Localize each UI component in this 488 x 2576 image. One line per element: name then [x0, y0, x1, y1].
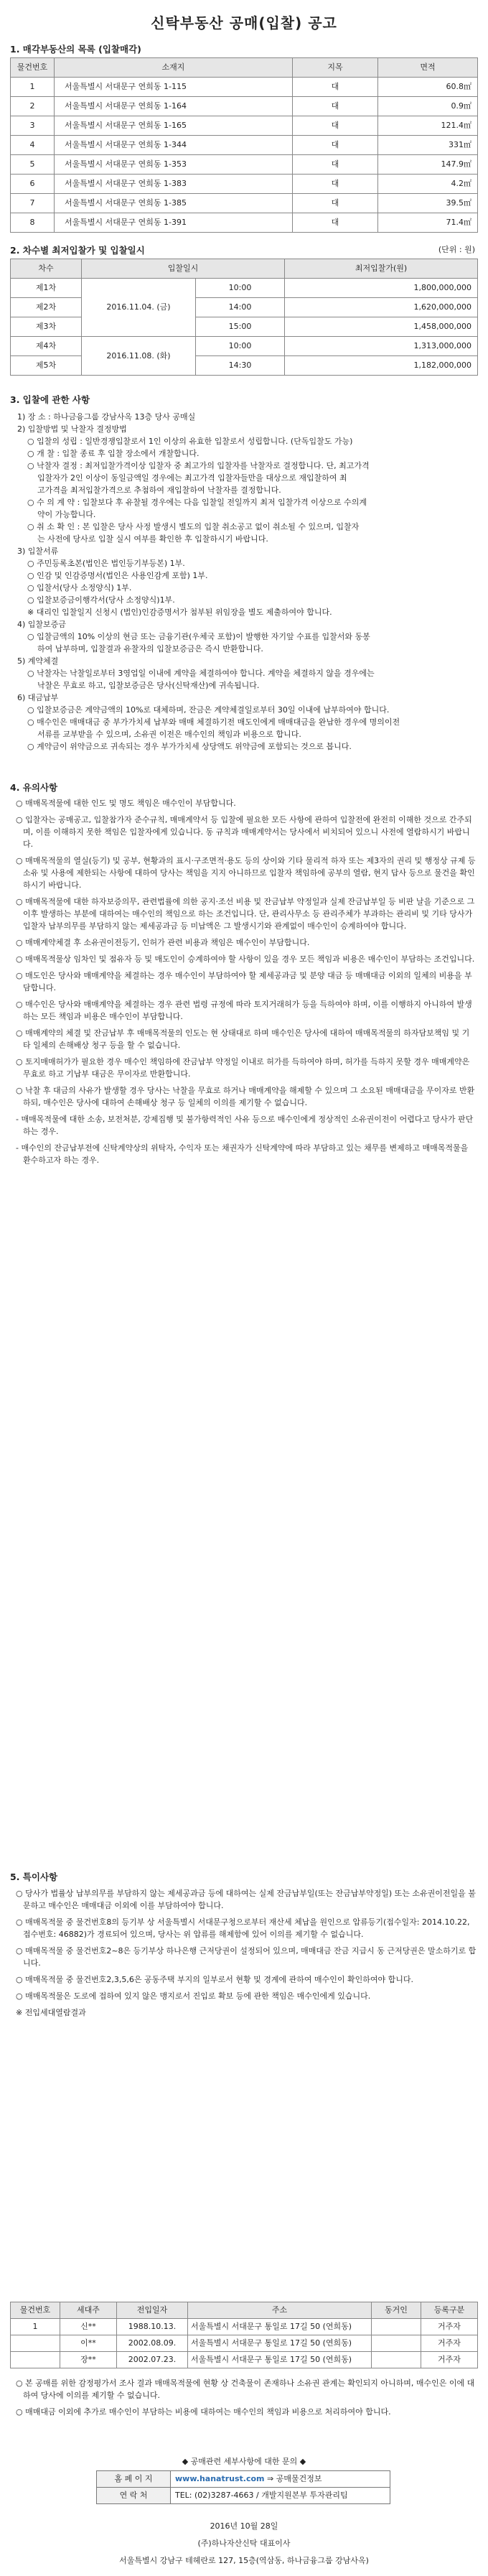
text-line: ○ 입찰의 성립 : 일반경쟁입찰로서 1인 이상의 유효한 입찰로서 성립합니다. (단독입찰도 가능): [27, 437, 353, 446]
table-cell: [372, 2319, 421, 2335]
section5-after: [10, 2377, 477, 2422]
table-cell: 1: [11, 2319, 60, 2335]
table-cell: 신**: [60, 2319, 117, 2335]
text-line: ○ 낙찰자는 낙찰일로부터 3영업일 이내에 계약을 체결하여야 합니다. 계약을 체결하지 않을 경우에는: [27, 669, 375, 678]
text-line: ○ 입찰금액의 10% 이상의 현금 또는 금융기관(우체국 포함)이 발행한 자기앞 수표를 입찰서와 동봉: [27, 632, 370, 641]
text-line: ○ 매매목적물에 대한 하자보증의무, 관련법률에 의한 공지·조선 비용 및 잔금납부 약정일과 실제 잔금납부일 등 비판 날을 기준으로 그 이후 발생하는 부분에 대하여는 매수인의 책임으로 하는 조건입니다. 단, 관리사무소 등 관리주체가 부과하는 관리비 및 기타 당사가 입찰자 납부의무를 부담하지 않는 제세공과금 등 미납액은 그 발생시기와 관계없이 매수인이 승계하여야 합니다.: [16, 897, 475, 931]
tenant-table: 물건번호 세대주 전입일자 주소 동거인 등록구분 1 신** 1988.10.13. 서울특별시 서대문구 통일로 17길 50 (연희동) 거주자 이** 2002.08.09. 서울특별시 서대문구 통일로 17길 50 (연희동) 거주자 장** 2002.07.23. 서울특별시 서대문구 통일로 17길 50 (연희동) 거주자: [10, 2302, 478, 2368]
text-line: 4) 입찰보증금: [17, 620, 66, 629]
table-cell: [11, 2352, 60, 2368]
table-cell: 2: [11, 97, 55, 116]
bid-date: 2016.11.04. (금): [82, 279, 196, 337]
table-row: 제5차 14:30 1,182,000,000: [11, 356, 478, 376]
text-line: ○ 매매목적물상 임차인 및 점유자 등 및 매도인이 승계하여야 할 사항이 있을 경우 모든 책임과 비용은 매수인이 부담하는 조건입니다.: [16, 954, 475, 964]
property-table: [10, 57, 478, 233]
table-cell: [372, 2335, 421, 2352]
table-cell: 대: [293, 155, 378, 175]
table-row: [11, 136, 478, 155]
table-cell: 대: [293, 78, 378, 97]
section3-heading: 3. 입찰에 관한 사항: [10, 394, 90, 405]
col-address: 소재지: [55, 58, 293, 78]
text-line: ○ 매매목적물에 대한 인도 및 명도 책임은 매수인이 부담합니다.: [16, 799, 236, 808]
text-line: ○ 낙찰자 결정 : 최저입찰가격이상 입찰자 중 최고가의 입찰자를 낙찰자로 결정합니다. 단, 최고가격: [27, 461, 370, 470]
table-row: 제4차 2016.11.08. (화) 10:00 1,313,000,000: [11, 337, 478, 356]
section2-heading: 2. 차수별 최저입찰가 및 입찰일시: [10, 245, 145, 256]
table-row: 제1차 2016.11.04. (금) 10:00 1,800,000,000: [11, 279, 478, 298]
text-line: ○ 당사가 법률상 납부의무를 부담하지 않는 제세공과금 등에 대하여는 실제 잔금납부일(또는 잔금납부약정일) 또는 소유권이전일을 불문하고 매수인은 매매대금 이외에 이를 부담하여야 합니다.: [16, 1889, 476, 1910]
table-cell: 4.2㎡: [378, 175, 478, 194]
table-row: 제3차 15:00 1,458,000,000: [11, 317, 478, 337]
table-row: [11, 2352, 478, 2368]
text-line: ○ 주민등록초본(법인은 법인등기부등본) 1부.: [27, 559, 185, 568]
text-line: ○ 개 찰 : 입찰 종료 후 입찰 장소에서 개찰합니다.: [27, 449, 200, 458]
text-line: 서류를 교부받을 수 있으며, 소유권 이전은 매수인의 책임과 비용으로 합니다.: [37, 730, 301, 739]
table-cell: 서울특별시 서대문구 연희동 1-385: [55, 194, 293, 213]
text-line: 낙찰은 무효로 하고, 입찰보증금은 당사(신탁재산)에 귀속됩니다.: [37, 681, 260, 690]
phone: TEL: (02)3287-4663 / 개발지원본부 투자관리팀: [171, 2488, 390, 2504]
text-line: ○ 매수인은 매매대금 중 부가가치세 납부와 매매 체결하기전 매도인에게 매매대금을 완납한 경우에 명의이전: [27, 717, 400, 727]
table-cell: 대: [293, 116, 378, 136]
table-cell: 서울특별시 서대문구 연희동 1-164: [55, 97, 293, 116]
table-cell: 331㎡: [378, 136, 478, 155]
table-row: [11, 97, 478, 116]
table-cell: 이**: [60, 2335, 117, 2352]
company-address: 서울특별시 강남구 테헤란로 127, 15층(역삼동, 하나금융그룹 강남사옥): [119, 2556, 369, 2565]
contact-table: 홈 페 이 지 www.hanatrust.com ⇒ 공매물건정보 연 락 처 TEL: (02)3287-4663 / 개발지원본부 투자관리팀: [96, 2470, 390, 2504]
text-line: 고가격을 최저입찰가격으로 추첨하여 재입찰하여 낙찰자를 결정합니다.: [37, 485, 281, 495]
col-area: 면적: [378, 58, 478, 78]
table-cell: 121.4㎡: [378, 116, 478, 136]
table-cell: 대: [293, 97, 378, 116]
text-line: 1) 장 소 : 하나금융그룹 강남사옥 13층 당사 공매실: [17, 412, 196, 422]
table-row: [11, 194, 478, 213]
col-min-price: 최저입찰가(원): [285, 259, 478, 279]
table-cell: 71.4㎡: [378, 213, 478, 233]
table-cell: 서울특별시 서대문구 통일로 17길 50 (연희동): [188, 2352, 372, 2368]
table-cell: 서울특별시 서대문구 연희동 1-391: [55, 213, 293, 233]
text-line: ○ 매수인은 당사와 매매계약을 체결하는 경우 관련 법령 규정에 따라 토지거래허가 등을 득하여야 하며, 이를 이행하지 아니하여 발생하는 모든 책임과 비용은 매수인이 부담합니다.: [16, 1000, 472, 1021]
table-cell: 7: [11, 194, 55, 213]
table-cell: 5: [11, 155, 55, 175]
table-cell: 서울특별시 서대문구 연희동 1-383: [55, 175, 293, 194]
table-cell: 대: [293, 136, 378, 155]
section4-body: [10, 797, 477, 1171]
table-cell: [372, 2352, 421, 2368]
table-cell: 서울특별시 서대문구 통일로 17길 50 (연희동): [188, 2319, 372, 2335]
text-line: ○ 매매목적물 중 물건번호2,3,5,6은 공동주택 부지의 일부로서 현황 및 경계에 관하여 매수인이 확인하여야 합니다.: [16, 1975, 413, 1984]
table-row: [11, 116, 478, 136]
text-line: ○ 매매목적물 중 물건번호2~8은 등기부상 하나은행 근저당권이 설정되어 있으며, 매매대금 잔금 지급시 동 근저당권은 말소하기로 합니다.: [16, 1946, 477, 1968]
section4-heading: 4. 유의사항: [10, 782, 58, 793]
section1-heading: 1. 매각부동산의 목록 (입찰매각): [10, 44, 141, 55]
section5-body: [10, 1887, 477, 2023]
table-cell: 2002.08.09.: [117, 2335, 188, 2352]
bid-date: 2016.11.08. (화): [82, 337, 196, 376]
table-cell: 대: [293, 194, 378, 213]
table-cell: 서울특별시 서대문구 연희동 1-115: [55, 78, 293, 97]
table-cell: 0.9㎡: [378, 97, 478, 116]
homepage-path: 공매물건정보: [276, 2474, 322, 2484]
text-line: ※ 전입세대열람결과: [16, 2008, 86, 2017]
table-cell: 8: [11, 213, 55, 233]
section3-body: [10, 411, 477, 753]
text-line: ○ 입찰자는 공매공고, 입찰참가자 준수규칙, 매매계약서 등 입찰에 필요한 모든 사항에 관하여 입찰전에 완전히 이해한 것으로 간주되며, 이를 이해하지 못한 책임은 입찰자에게 있습니다. 동 규칙과 매매계약서는 당사에서 비치되어 있으니 사전에 열람하시기 바랍니다.: [16, 815, 472, 849]
text-line: 약이 가능합니다.: [37, 510, 96, 519]
text-line: 3) 입찰서류: [17, 547, 59, 556]
table-row: [11, 213, 478, 233]
table-cell: 147.9㎡: [378, 155, 478, 175]
page-title: 신탁부동산 공매(입찰) 공고: [151, 14, 337, 32]
table-cell: 1988.10.13.: [117, 2319, 188, 2335]
text-line: 2) 입찰방법 및 낙찰자 결정방법: [17, 424, 127, 434]
table-cell: 서울특별시 서대문구 연희동 1-353: [55, 155, 293, 175]
table-cell: 39.5㎡: [378, 194, 478, 213]
company-name: (주)하나자산신탁 대표이사: [197, 2539, 291, 2548]
col-category: 지목: [293, 58, 378, 78]
text-line: ○ 매매계약체결 후 소유권이전등기, 인허가 관련 비용과 책임은 매수인이 부담합니다.: [16, 938, 310, 947]
table-cell: 대: [293, 213, 378, 233]
table-cell: 2002.07.23.: [117, 2352, 188, 2368]
notice-date: 2016년 10월 28일: [210, 2521, 278, 2531]
table-cell: 1: [11, 78, 55, 97]
table-row: [11, 78, 478, 97]
text-line: ○ 매매목적물은 도로에 접하여 있지 않은 맹지로서 진입로 확보 등에 관한 책임은 매수인에게 있습니다.: [16, 1991, 371, 2001]
text-line: ○ 매매목적물의 열실(등기) 및 공부, 현황과의 표시·구조면적·용도 등의 상이와 기타 물리적 하자 또는 제3자의 권리 및 행정상 규제 등 소유 및 사용에 제한되는 사항에 대하여 당사는 책임을 지지 아니하므로 입찰자 책임하에 공부의 열람, 현지 답사 등으로 물건을 확인하시기 바랍니다.: [16, 856, 476, 890]
homepage-link[interactable]: www.hanatrust.com: [175, 2474, 265, 2484]
table-cell: 대: [293, 175, 378, 194]
table-cell: 서울특별시 서대문구 연희동 1-165: [55, 116, 293, 136]
col-no: 물건번호: [11, 58, 55, 78]
text-line: ○ 매매계약의 체결 및 잔금납부 후 매매목적물의 인도는 현 상태대로 하며 매수인은 당사에 대하여 매매목적물의 하자담보책임 및 기타 일체의 손해배상 청구 등을 할 수 없습니다.: [16, 1028, 470, 1050]
text-line: 하여 납부하며, 입찰결과 유찰자의 입찰보증금은 즉시 반환합니다.: [37, 644, 263, 654]
text-line: ※ 대리인 입찰일지 신청시 (법인)인감증명서가 첨부된 위임장을 별도 제출하여야 합니다.: [27, 608, 332, 617]
unit-note: (단위 : 원): [438, 245, 475, 254]
table-row: [11, 175, 478, 194]
table-cell: 거주자: [421, 2319, 478, 2335]
text-line: ○ 인감 및 인감증명서(법인은 사용인감계 포함) 1부.: [27, 571, 208, 580]
text-line: ○ 낙찰 후 대금의 사유가 발생할 경우 당사는 낙찰을 무효로 하거나 매매계약을 해제할 수 있으며 그 소요된 매매대금을 무이자로 반환하되, 매수인은 당사에 대하여 손해배상 청구 등 일체의 이의를 제기할 수 없습니다.: [16, 1086, 475, 1107]
text-line: ○ 매매목적물 중 물건번호8의 등기부 상 서울특별시 서대문구청으로부터 재산세 체납을 원인으로 압류등기(접수일자: 2014.10.22, 접수번호: 46882)가 경료되어 있으며, 당사는 위 압류를 해제함에 있어 이의를 제기할 수 없습니다.: [16, 1917, 470, 1939]
bid-schedule-table: [10, 259, 478, 376]
inquiry-notice: ◆ 공매관련 세부사항에 대한 문의 ◆: [182, 2457, 306, 2466]
table-cell: 서울특별시 서대문구 통일로 17길 50 (연희동): [188, 2335, 372, 2352]
text-line: 5) 계약체결: [17, 656, 59, 666]
text-line: ○ 매매대금 이외에 추가로 매수인이 부담하는 비용에 대하여는 매수인의 책임과 비용으로 처리하여야 합니다.: [16, 2407, 391, 2417]
col-round: 차수: [11, 259, 82, 279]
text-line: ○ 수 의 계 약 : 입찰보다 후 유찰될 경우에는 다음 입찰일 전일까지 최저 입찰가격 이상으로 수의계: [27, 498, 367, 507]
text-line: ○ 본 공매를 위한 감정평가서 조사 결과 매매목적물에 현황 상 건축물이 존재하나 소유권 관계는 확인되지 아니하며, 매수인은 이에 대하여 당사에 이의를 제기할 수 없습니다.: [16, 2379, 475, 2400]
text-line: 입찰자가 2인 이상이 동일금액일 경우에는 최고가격 입찰자들만을 대상으로 재입찰하여 최: [37, 473, 347, 483]
table-cell: 장**: [60, 2352, 117, 2368]
text-line: ○ 입찰보증금이행각서(당사 소정양식)1부.: [27, 595, 175, 605]
text-line: ○ 입찰서(당사 소정양식) 1부.: [27, 583, 132, 592]
table-row: [11, 2335, 478, 2352]
table-cell: 서울특별시 서대문구 연희동 1-344: [55, 136, 293, 155]
text-line: ○ 토지매매허가가 필요한 경우 매수인 책임하에 잔금납부 약정일 이내로 허가를 득하여야 하며, 허가를 득하지 못할 경우 매매계약은 무효로 하고 기납부 대금은 무이자로 반환합니다.: [16, 1057, 470, 1079]
table-cell: 6: [11, 175, 55, 194]
text-line: - 매매목적물에 대한 소송, 보전처분, 강제집행 및 불가항력적인 사유 등으로 매수인에게 정상적인 소유권이전이 어렵다고 당사가 판단하는 경우.: [16, 1115, 474, 1136]
arrow-icon: ⇒: [267, 2474, 276, 2484]
text-line: 는 사전에 당사로 입찰 실시 여부를 확인한 후 입찰하시기 바랍니다.: [37, 534, 268, 544]
table-row: [11, 2319, 478, 2335]
col-datetime: 입찰일시: [82, 259, 285, 279]
section5-heading: 5. 특이사항: [10, 1871, 58, 1882]
table-row: 제2차 14:00 1,620,000,000: [11, 298, 478, 317]
text-line: ○ 계약금이 위약금으로 귀속되는 경우 부가가치세 상당액도 위약금에 포함되는 것으로 봅니다.: [27, 742, 352, 751]
table-cell: 3: [11, 116, 55, 136]
table-cell: 거주자: [421, 2352, 478, 2368]
table-cell: [11, 2335, 60, 2352]
text-line: ○ 매도인은 당사와 매매계약을 체결하는 경우 매수인이 부담하여야 할 제세공과금 및 분양 대금 등 매매대금 이외의 일체의 비용을 부담합니다.: [16, 971, 472, 992]
table-cell: 60.8㎡: [378, 78, 478, 97]
text-line: ○ 취 소 확 인 : 본 입찰은 당사 사정 발생시 별도의 입찰 취소공고 없이 취소될 수 있으며, 입찰자: [27, 522, 360, 531]
table-row: [11, 155, 478, 175]
table-cell: 4: [11, 136, 55, 155]
text-line: - 매수인의 잔금납부전에 신탁계약상의 위탁자, 수익자 또는 채권자가 신탁계약에 따라 부담하고 있는 채무를 변제하고 매매목적물을 환수하고자 하는 경우.: [16, 1143, 469, 1165]
text-line: 6) 대금납부: [17, 693, 59, 702]
table-cell: 거주자: [421, 2335, 478, 2352]
text-line: ○ 입찰보증금은 계약금액의 10%로 대체하며, 잔금은 계약체결일로부터 30일 이내에 납부하여야 합니다.: [27, 705, 390, 715]
